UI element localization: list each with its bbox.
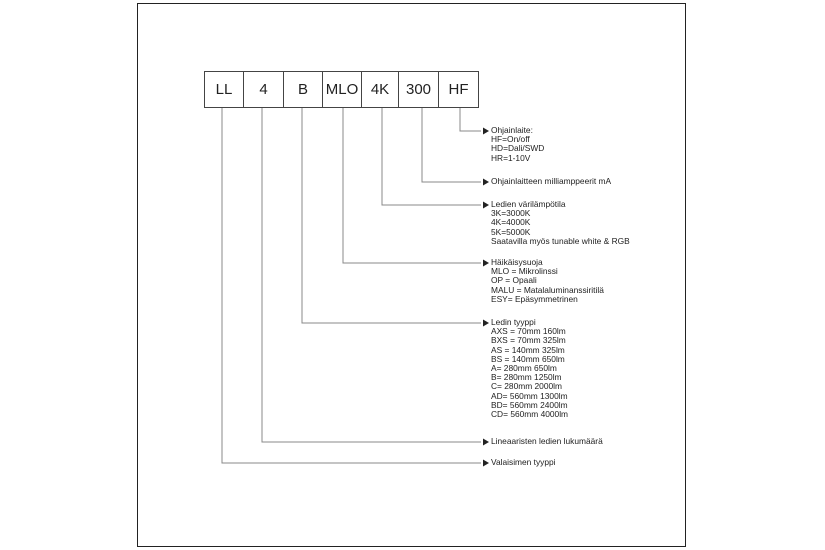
connector-luminaire-type (222, 108, 481, 463)
code-box-milliamps: 300 (398, 71, 439, 108)
desc-glare-shield (491, 258, 604, 304)
desc-detail: 3K=3000K (491, 208, 531, 219)
desc-detail: AD= 560mm 1300lm (491, 390, 568, 401)
desc-luminaire-type (491, 458, 556, 467)
desc-detail: C= 280mm 2000lm (491, 381, 562, 392)
arrow-color-temp (483, 202, 489, 209)
desc-detail: ESY= Epäsymmetrinen (491, 293, 578, 304)
desc-milliamps (491, 177, 611, 186)
connector-color-temp (382, 108, 481, 205)
desc-detail: OP = Opaali (491, 275, 537, 286)
code-box-color-temp: 4K (361, 71, 399, 108)
desc-led-type (491, 318, 568, 419)
desc-title: Ohjainlaite: (491, 125, 533, 135)
arrow-luminaire-type (483, 460, 489, 467)
desc-driver (491, 126, 544, 163)
code-box-driver: HF (438, 71, 479, 108)
code-box-led-type: B (283, 71, 323, 108)
arrow-driver (483, 128, 489, 135)
connector-led-type (302, 108, 481, 323)
desc-title: Ohjainlaitteen milliamppeerit mA (491, 176, 612, 186)
desc-detail: HD=Dali/SWD (491, 143, 545, 154)
code-box-glare-shield: MLO (322, 71, 362, 108)
arrow-glare-shield (483, 260, 489, 267)
desc-detail: MALU = Matalaluminanssiritilä (491, 284, 604, 295)
desc-detail: A= 280mm 650lm (491, 363, 557, 374)
connector-driver (460, 108, 481, 131)
desc-title: Ledien värilämpötila (491, 199, 566, 209)
desc-detail: CD= 560mm 4000lm (491, 409, 569, 420)
desc-detail: B= 280mm 1250lm (491, 372, 562, 383)
desc-detail: BXS = 70mm 325lm (491, 335, 566, 346)
desc-title: Häikäisysuoja (491, 257, 543, 267)
desc-title: Ledin tyyppi (491, 317, 536, 327)
desc-detail: BS = 140mm 650lm (491, 353, 565, 364)
desc-detail: AXS = 70mm 160lm (491, 326, 566, 337)
arrow-led-type (483, 320, 489, 327)
desc-detail: 5K=5000K (491, 226, 531, 237)
desc-led-count (491, 437, 603, 446)
code-box-type: LL (204, 71, 244, 108)
arrow-led-count (483, 439, 489, 446)
desc-detail: Saatavilla myös tunable white & RGB (491, 235, 630, 246)
arrow-milliamps (483, 179, 489, 186)
connector-milliamps (422, 108, 481, 182)
desc-detail: HR=1-10V (491, 152, 531, 163)
connector-led-count (262, 108, 481, 442)
desc-detail: AS = 140mm 325lm (491, 344, 565, 355)
desc-title: Valaisimen tyyppi (491, 457, 556, 467)
desc-detail: 4K=4000K (491, 217, 531, 228)
desc-color-temp (491, 200, 630, 246)
code-box-led-count: 4 (243, 71, 284, 108)
desc-detail: HF=On/off (491, 134, 530, 145)
desc-detail: MLO = Mikrolinssi (491, 266, 558, 277)
desc-detail: BD= 560mm 2400lm (491, 399, 568, 410)
desc-title: Lineaaristen ledien lukumäärä (491, 436, 603, 446)
